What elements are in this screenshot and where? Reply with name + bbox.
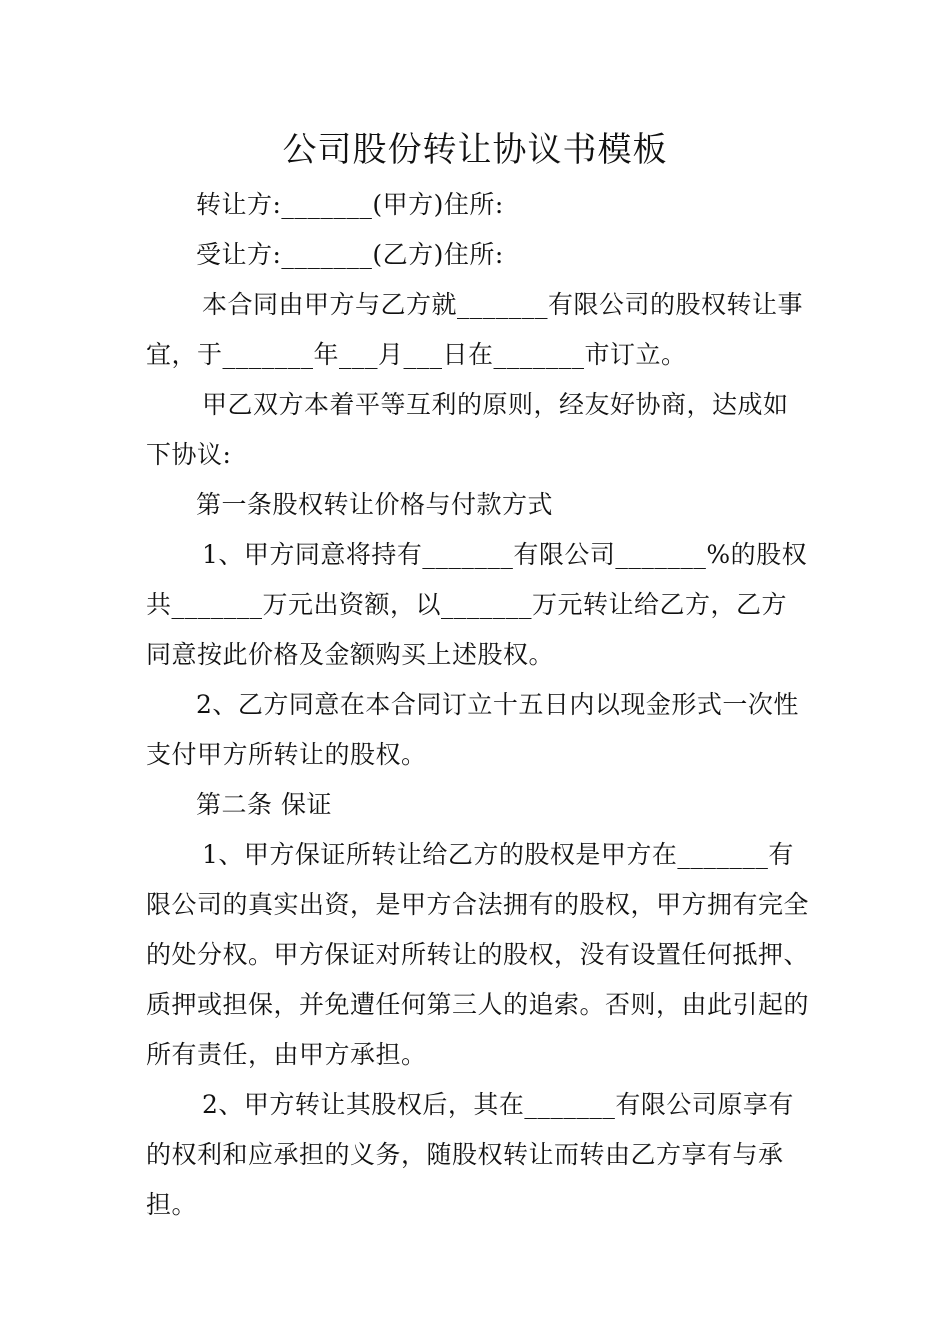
section-heading-price-payment: 第一条股权转让价格与付款方式 <box>196 490 554 519</box>
section-heading-guarantee: 第二条 保证 <box>196 790 332 819</box>
clause-1-2: 2、乙方同意在本合同订立十五日内以现金形式一次性支付甲方所转让的股权。 <box>146 690 799 769</box>
paragraph-transferor: 转让方:_______(甲方)住所: <box>196 190 504 219</box>
paragraph-principle: 甲乙双方本着平等互利的原则，经友好协商，达成如下协议: <box>146 390 789 469</box>
document-title: 公司股份转让协议书模板 <box>282 130 668 170</box>
paragraph-transferee: 受让方:_______(乙方)住所: <box>196 240 504 269</box>
clause-2-2: 2、甲方转让其股权后，其在_______有限公司原享有的权利和应承担的义务，随股权转让而转由乙方享有与承担。 <box>146 1090 794 1219</box>
clause-2-1: 1、甲方保证所转让给乙方的股权是甲方在_______有限公司的真实出资，是甲方合法拥有的股权，甲方拥有完全的处分权。甲方保证对所转让的股权，没有设置任何抵押、质押或担保，并免遭任何第三人的追索。否则，由此引起的所有责任，由甲方承担。 <box>146 840 810 1069</box>
paragraph-contract-intro: 本合同由甲方与乙方就_______有限公司的股权转让事宜，于_______年___月___日在_______市订立。 <box>146 290 804 369</box>
clause-1-1: 1、甲方同意将持有_______有限公司_______%的股权共_______万元出资额，以_______万元转让给乙方，乙方同意按此价格及金额购买上述股权。 <box>146 540 808 669</box>
document-body <box>146 180 810 1230</box>
